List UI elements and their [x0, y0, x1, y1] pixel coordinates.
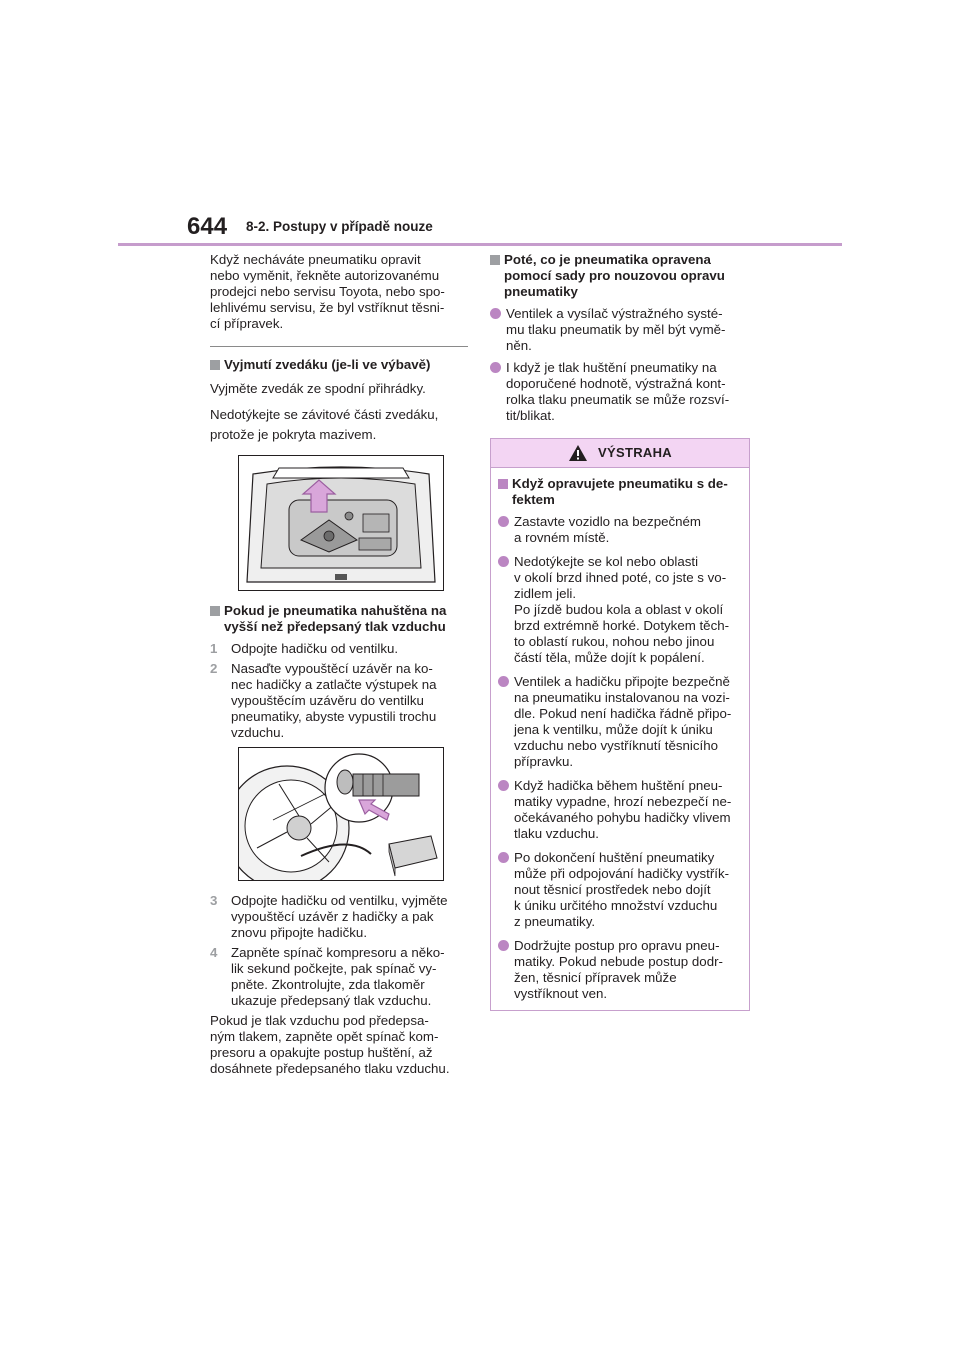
warning-subheading: Když opravujete pneumatiku s de- fektem: [498, 476, 743, 508]
warning-bullet: Když hadička během huštění pneu- matiky vypadne, hrozí nebezpečí ne- očekávaného pohybu hadičky vlivem tlaku vzduchu.: [498, 778, 743, 842]
step-4: 4 Zapněte spínač kompresoru a něko- lik sekund počkejte, pak spínač vy- pněte. Zkontrolujte, zda tlakoměr ukazuje předepsaný tlak vzduchu.: [210, 945, 445, 1008]
jack-grease-warning: Nedotýkejte se závitové části zvedáku, protože je pokryta mazivem.: [210, 407, 439, 442]
valve-release-illustration: [238, 747, 444, 881]
page-number: 644: [187, 213, 228, 240]
warning-triangle-icon: [568, 444, 588, 462]
circle-bullet-icon: [498, 852, 509, 863]
step-2: 2 Nasaďte vypouštěcí uzávěr na ko- nec hadičky a zatlačte výstupek na vypouštěcím uzávěru do ventilku pneumatiky, abyste vypustili trochu vzduchu.: [210, 661, 437, 740]
jack-text: Vyjměte zvedák ze spodní přihrádky.: [210, 381, 426, 396]
circle-bullet-icon: [498, 940, 509, 951]
jack-heading: Vyjmutí zvedáku (je-li ve výbavě): [210, 357, 468, 373]
warning-bullet: Po dokončení huštění pneumatiky může při odpojování hadičky vystřík- nout těsnicí prostředek nebo dojít k úniku určitého množství vzduchu z pneumatiky.: [498, 850, 743, 930]
circle-bullet-icon: [490, 362, 501, 373]
left-column: [210, 252, 468, 1077]
circle-bullet-icon: [498, 516, 509, 527]
warning-title: VÝSTRAHA: [598, 445, 672, 460]
right-column: [490, 252, 750, 1011]
circle-bullet-icon: [498, 556, 509, 567]
square-bullet-icon: [210, 360, 220, 370]
step-1: 1 Odpojte hadičku od ventilku.: [210, 641, 399, 656]
square-bullet-icon: [490, 255, 500, 265]
circle-bullet-icon: [498, 676, 509, 687]
after-repair-bullet: I když je tlak huštění pneumatiky na doporučené hodnotě, výstražná kont- rolka tlaku pneumatik se může rozsví- tit/blikat.: [490, 360, 750, 424]
intro-paragraph: Když necháváte pneumatiku opravit nebo vyměnit, řekněte autorizovanému prodejci nebo servisu Toyota, nebo spo- lehlivému servisu, že byl vstříknut těsni- cí přípravek.: [210, 252, 445, 331]
section-title: 8-2. Postupy v případě nouze: [246, 219, 433, 234]
overinflated-heading: Pokud je pneumatika nahuštěna na vyšší než předepsaný tlak vzduchu: [210, 603, 468, 635]
warning-box: [490, 438, 750, 1011]
circle-bullet-icon: [490, 308, 501, 319]
after-repair-heading: Poté, co je pneumatika opravena pomocí sady pro nouzovou opravu pneumatiky: [490, 252, 750, 300]
jack-removal-illustration: [238, 455, 444, 591]
warning-header: [491, 439, 749, 468]
after-repair-bullet: Ventilek a vysílač výstražného systé- mu tlaku pneumatik by měl být vymě- něn.: [490, 306, 750, 354]
warning-bullet: Nedotýkejte se kol nebo oblasti v okolí brzd ihned poté, co jste s vo- zidlem jeli. Po jízdě budou kola a oblast v okolí brzd extrémně horké. Dotykem těch- to oblastí rukou, nohou nebo jinou částí těla, může dojít k popálení.: [498, 554, 743, 666]
section-divider: [210, 346, 468, 347]
closing-paragraph: Pokud je tlak vzduchu pod předepsa- ným tlakem, zapněte opět spínač kom- presoru a opakujte postup huštění, až dosáhnete předepsaného tlaku vzduchu.: [210, 1013, 450, 1076]
warning-bullet: Ventilek a hadičku připojte bezpečně na pneumatiku instalovanou na vozi- dle. Pokud není hadička řádně připo- jena k ventilku, může dojít k úniku vzduchu nebo vystříknutí těsnicího přípravku.: [498, 674, 743, 770]
square-bullet-icon: [210, 606, 220, 616]
circle-bullet-icon: [498, 780, 509, 791]
square-bullet-icon: [498, 479, 508, 489]
step-3: 3 Odpojte hadičku od ventilku, vyjměte vypouštěcí uzávěr z hadičky a pak znovu připojte hadičku.: [210, 893, 448, 940]
warning-body: [491, 468, 749, 1010]
warning-bullet: Zastavte vozidlo na bezpečném a rovném místě.: [498, 514, 743, 546]
warning-bullet: Dodržujte postup pro opravu pneu- matiky. Pokud nebude postup dodr- žen, těsnicí přípravek může vystříknout ven.: [498, 938, 743, 1002]
header-rule: [118, 243, 842, 246]
